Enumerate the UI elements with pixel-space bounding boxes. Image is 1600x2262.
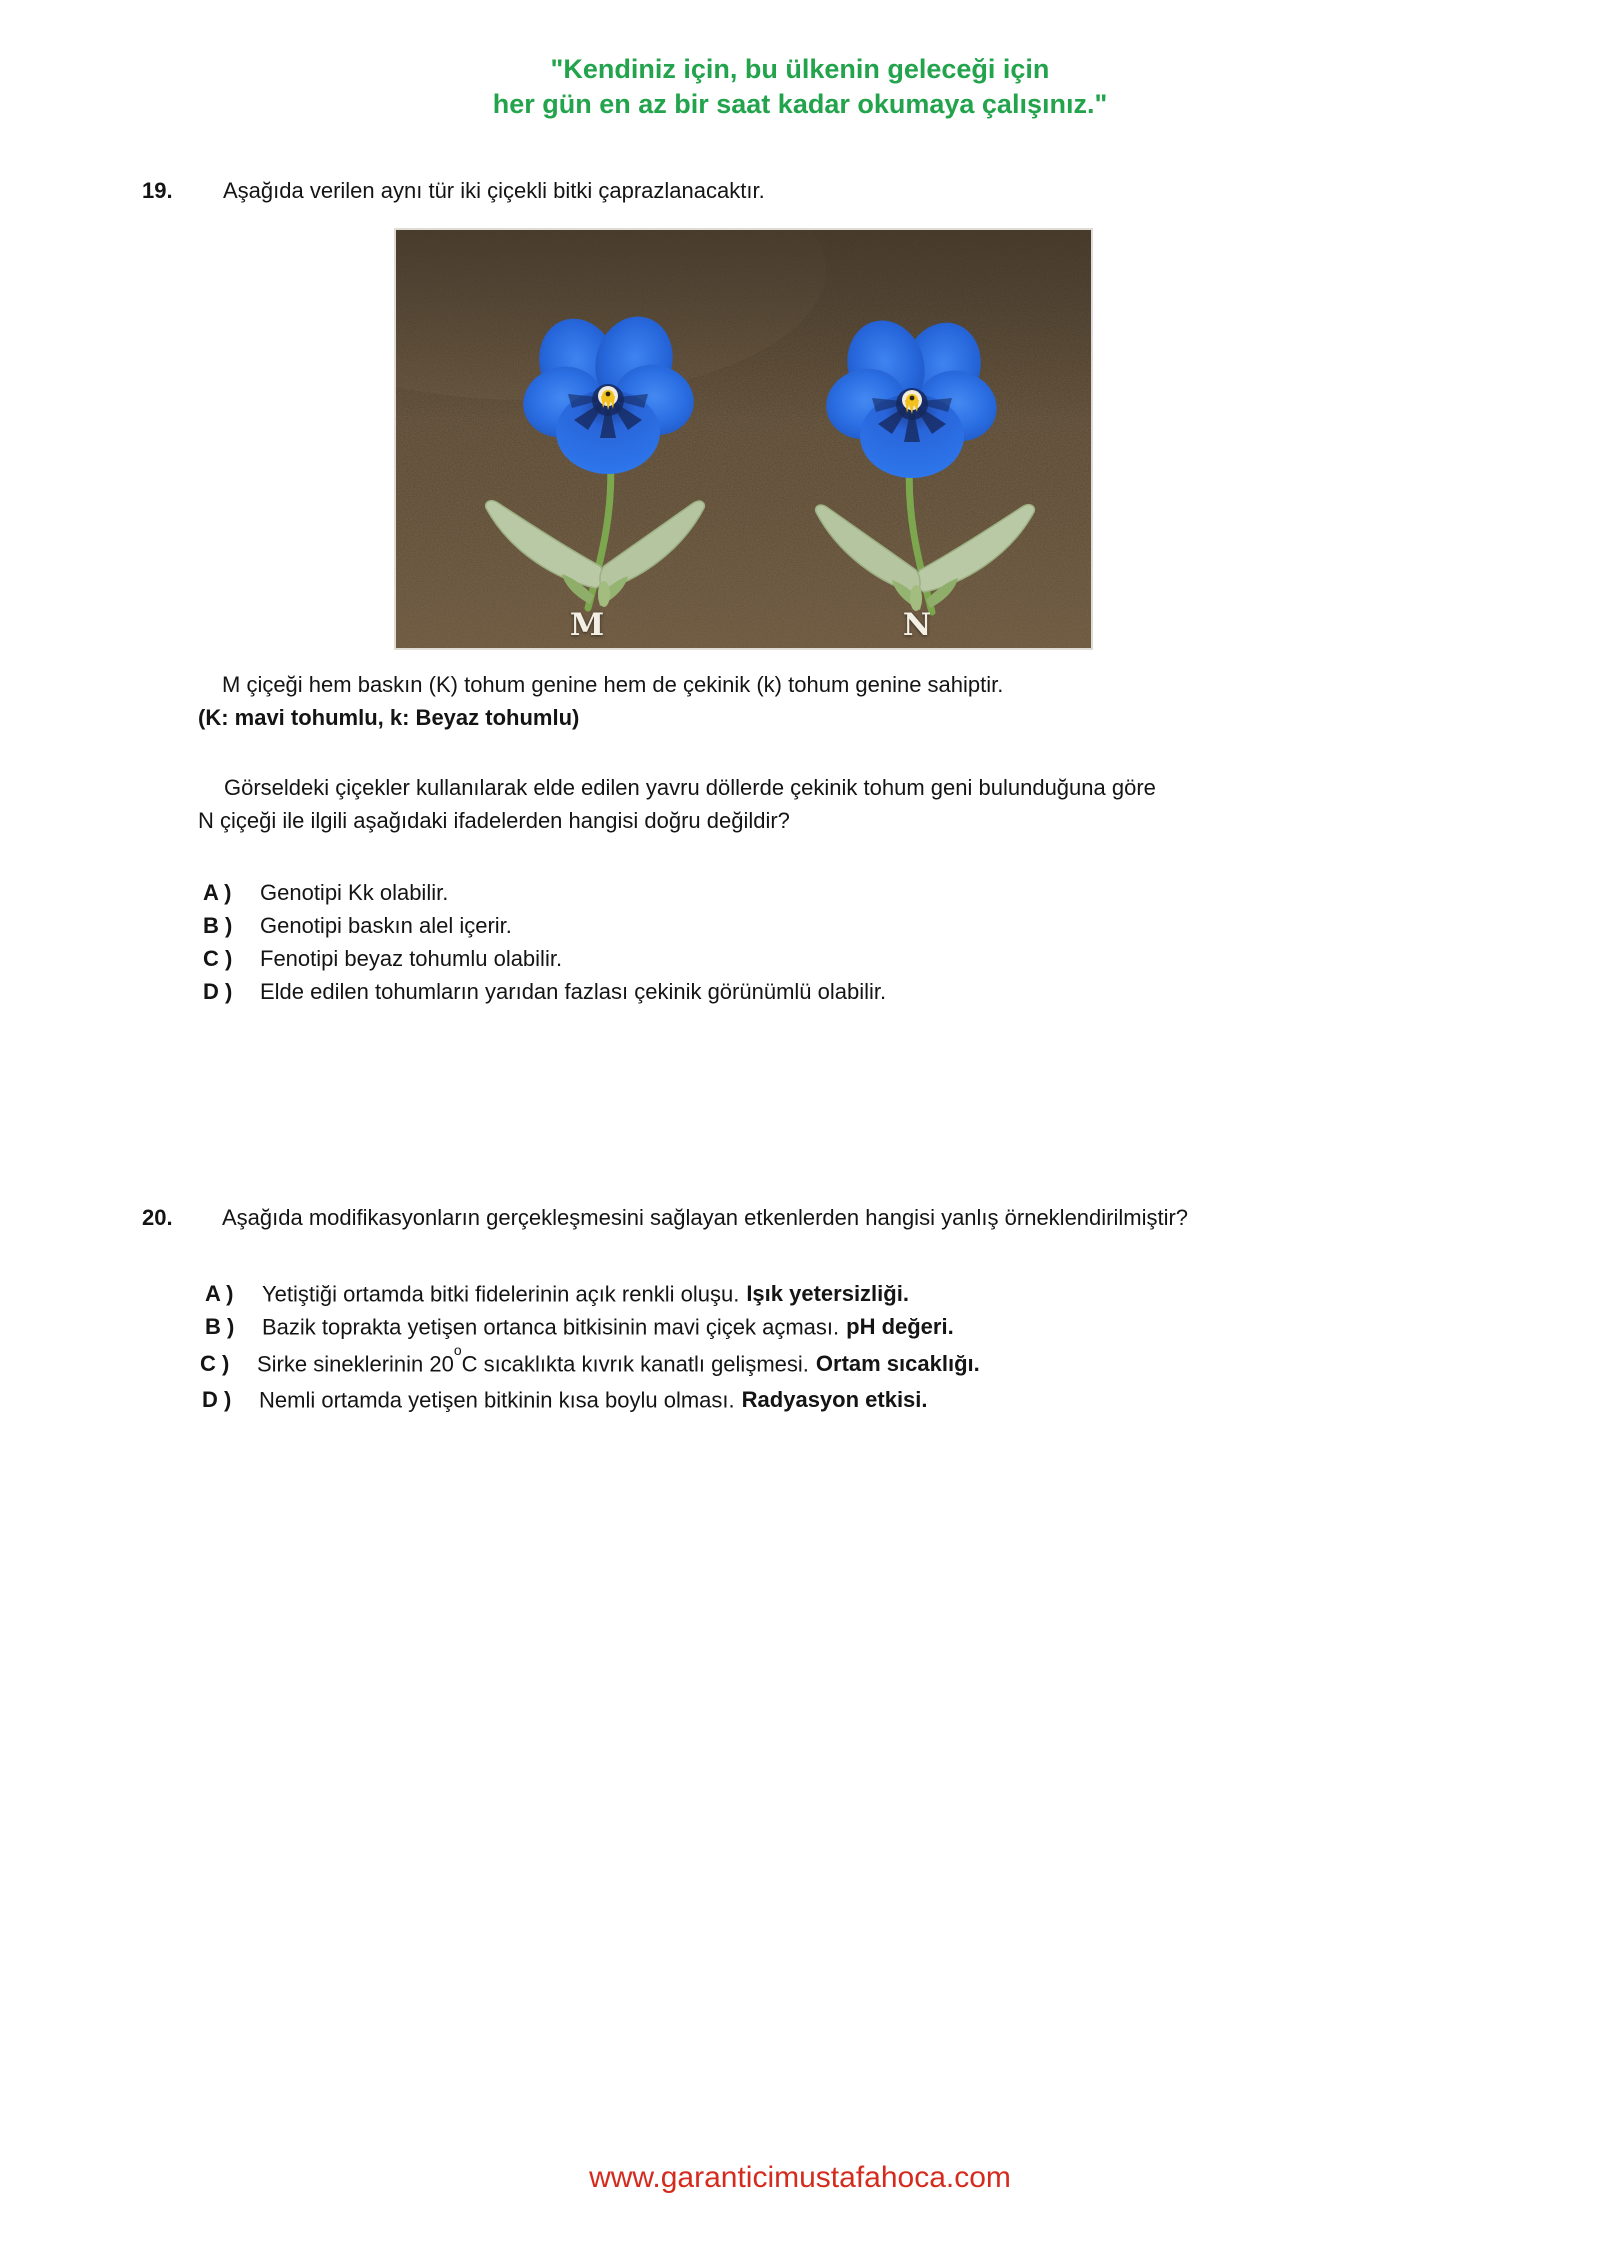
option-letter: D )	[203, 979, 233, 1004]
header-quote-line2: her gün en az bir saat kadar okumaya çalışınız."	[492, 89, 1108, 119]
option-bold-cause: pH değeri.	[846, 1314, 954, 1340]
q20-question: Aşağıda modifikasyonların gerçekleşmesini sağlayan etkenlerden hangisi yanlış örneklendirilmiştir?	[222, 1205, 1189, 1230]
q20-option-a	[205, 1275, 909, 1307]
option-text-post: C sıcaklıkta kıvrık kanatlı gelişmesi.	[461, 1351, 809, 1377]
q19-prompt-line2: N çiçeği ile ilgili aşağıdaki ifadelerden hangisi doğru değildir?	[198, 808, 790, 833]
option-text: Yetiştiği ortamda bitki fidelerinin açık renkli oluşu.	[262, 1281, 740, 1307]
option-letter: C )	[203, 946, 233, 971]
option-bold-cause: Işık yetersizliği.	[746, 1281, 909, 1307]
q20-option-c	[200, 1342, 980, 1377]
option-letter: A )	[205, 1281, 234, 1307]
q19-option-d	[203, 979, 886, 1005]
option-text: Genotipi Kk olabilir.	[260, 880, 449, 905]
q20-number: 20.	[142, 1205, 173, 1230]
header-quote	[0, 52, 1600, 122]
q19-prompt-line1: Görseldeki çiçekler kullanılarak elde edilen yavru döllerde çekinik tohum geni bulunduğuna göre	[224, 775, 1156, 800]
option-text: Genotipi baskın alel içerir.	[260, 913, 512, 938]
option-letter: B )	[205, 1314, 235, 1340]
header-quote-line1: "Kendiniz için, bu ülkenin geleceği için	[550, 54, 1050, 84]
q19-option-b	[203, 913, 512, 939]
option-letter: A )	[203, 880, 232, 905]
q19-statement: M çiçeği hem baskın (K) tohum genine hem de çekinik (k) tohum genine sahiptir.	[222, 672, 1004, 697]
q19-gene-legend: (K: mavi tohumlu, k: Beyaz tohumlu)	[198, 705, 580, 730]
footer-url: www.garanticimustafahoca.com	[589, 2161, 1011, 2194]
flowers-photo	[394, 228, 1093, 650]
q19-question: Aşağıda verilen aynı tür iki çiçekli bitki çaprazlanacaktır.	[223, 178, 765, 203]
q19-option-a	[203, 880, 448, 906]
option-letter: C )	[200, 1351, 230, 1377]
flower-m-label: M	[569, 607, 605, 643]
option-bold-cause: Radyasyon etkisi.	[741, 1387, 928, 1413]
q20-option-d	[202, 1381, 928, 1413]
soil-background	[396, 230, 1091, 648]
option-letter: D )	[202, 1387, 232, 1413]
option-letter: B )	[203, 913, 233, 938]
option-bold-cause: Ortam sıcaklığı.	[815, 1351, 980, 1377]
q19-number: 19.	[142, 178, 173, 203]
flower-n-label: N	[902, 607, 932, 643]
option-text: Sirke sineklerinin 20	[257, 1351, 454, 1377]
option-text: Nemli ortamda yetişen bitkinin kısa boylu olması.	[259, 1387, 735, 1413]
option-text: Elde edilen tohumların yarıdan fazlası çekinik görünümlü olabilir.	[260, 979, 887, 1004]
q19-option-c	[203, 946, 562, 972]
option-text: Fenotipi beyaz tohumlu olabilir.	[260, 946, 563, 971]
superscript-degree: o	[453, 1342, 462, 1358]
option-text: Bazik toprakta yetişen ortanca bitkisinin mavi çiçek açması.	[262, 1314, 840, 1340]
q20-option-b	[205, 1308, 954, 1340]
